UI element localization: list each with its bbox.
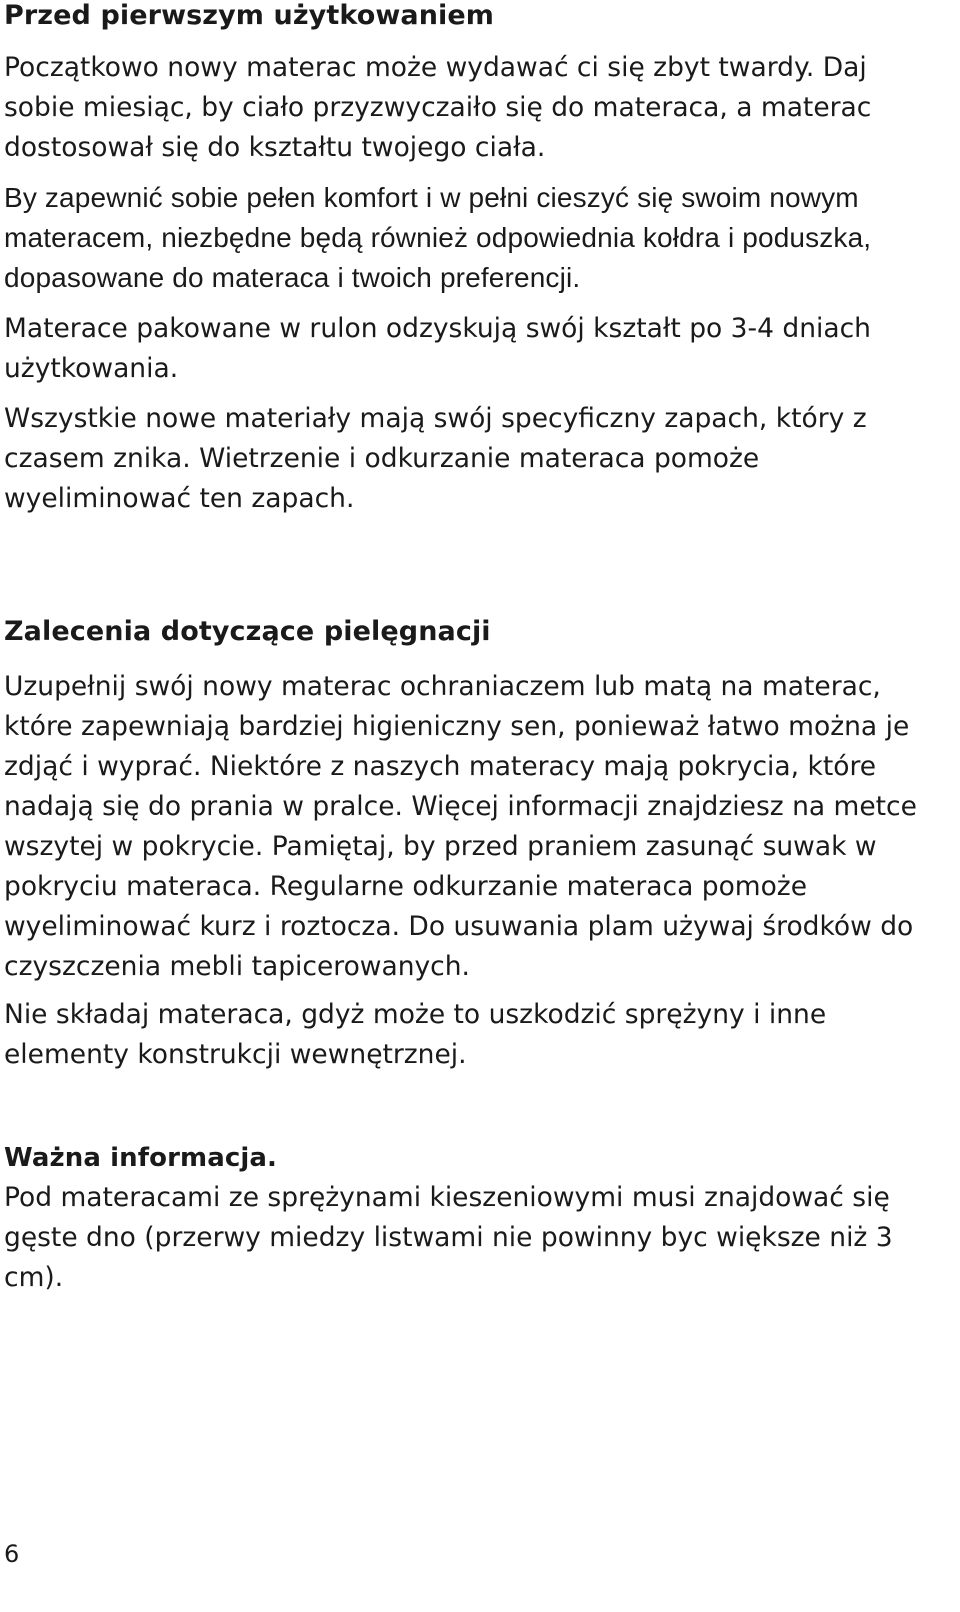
paragraph-first-use-2: By zapewnić sobie pełen komfort i w pełni cieszyć się swoim nowym materacem, niezbędne będą również odpowiednia kołdra i poduszka, dopasowane do materaca i twoich preferencji.	[4, 182, 872, 293]
paragraph-first-use-1: Początkowo nowy materac może wydawać ci się zbyt twardy. Daj sobie miesiąc, by ciało przyzwyczaiło się do materaca, a materac dostosował się do kształtu twojego ciała.	[4, 52, 872, 163]
paragraph-first-use-4: Wszystkie nowe materiały mają swój specyficzny zapach, który z czasem znika. Wietrzenie i odkurzanie materaca pomoże wyeliminować ten zapach.	[4, 403, 867, 514]
heading-first-use: Przed pierwszym użytkowaniem	[4, 0, 495, 31]
paragraph-care-2: Nie składaj materaca, gdyż może to uszkodzić sprężyny i inne elementy konstrukcji wewnętrznej.	[4, 999, 827, 1070]
paragraph-important: Pod materacami ze sprężynami kieszeniowymi musi znajdować się gęste dno (przerwy miedzy listwami nie powinny byc większe niż 3 cm).	[4, 1182, 893, 1293]
heading-important: Ważna informacja.	[4, 1143, 278, 1173]
paragraph-care-1: Uzupełnij swój nowy materac ochraniaczem lub matą na materac, które zapewniają bardziej higieniczny sen, ponieważ łatwo można je zdjąć i wyprać. Niektóre z naszych materacy mają pokrycia, które nadają się do prania w pralce. Więcej informacji znajdziesz na metce wszytej w pokrycie. Pamiętaj, by przed praniem zasunąć suwak w pokryciu materaca. Regularne odkurzanie materaca pomoże wyeliminować kurz i roztocza. Do usuwania plam używaj środków do czyszczenia mebli tapicerowanych.	[4, 671, 917, 982]
heading-care: Zalecenia dotyczące pielęgnacji	[4, 616, 491, 647]
page-number: 6	[4, 1540, 20, 1568]
paragraph-first-use-3: Materace pakowane w rulon odzyskują swój kształt po 3-4 dniach użytkowania.	[4, 313, 871, 384]
